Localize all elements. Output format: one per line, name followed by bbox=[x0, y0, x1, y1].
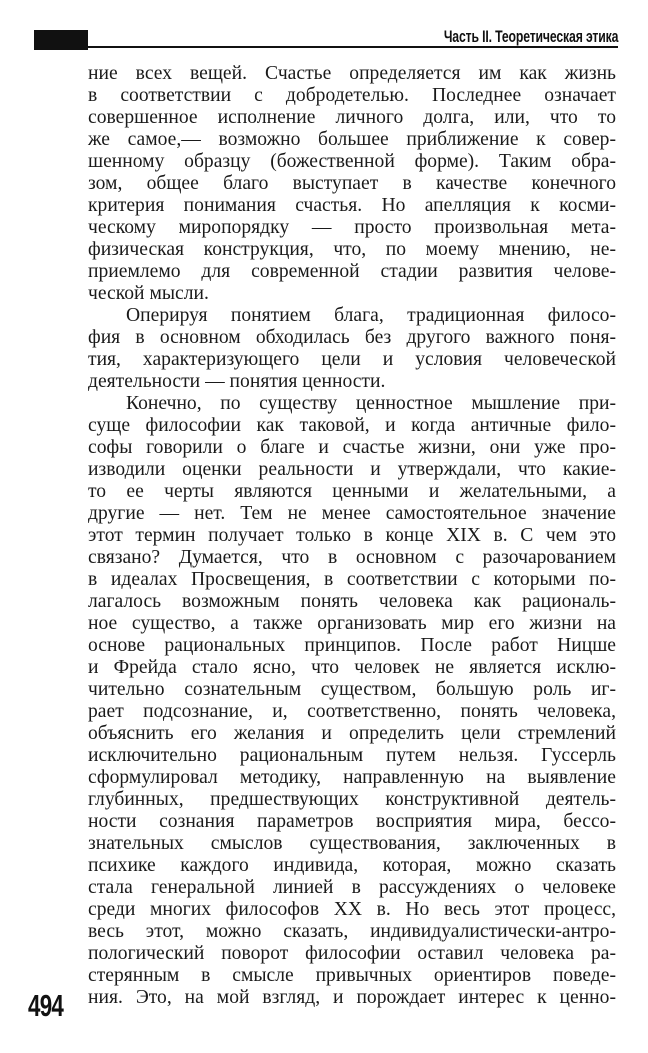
paragraph bbox=[88, 63, 616, 305]
text-line: знательных смыслов существования, заключенных в bbox=[88, 833, 616, 854]
text-line: суще философии как таковой, и когда античные фило- bbox=[88, 415, 616, 436]
text-line: психике каждого индивида, которая, можно сказать bbox=[88, 855, 616, 876]
text-line: приемлемо для современной стадии развития челове- bbox=[88, 261, 616, 282]
text-line: ческой мысли. bbox=[88, 283, 209, 304]
header-rule bbox=[34, 46, 618, 48]
text-line: шенному образцу (божественной форме). Таким обра- bbox=[88, 151, 616, 172]
body-text bbox=[88, 63, 616, 1009]
text-line: и Фрейда стало ясно, что человек не является исклю- bbox=[88, 657, 616, 678]
text-line: этот термин получает только в конце XIX в. С чем это bbox=[88, 525, 616, 546]
text-line: изводили оценки реальности и утверждали, что какие- bbox=[88, 459, 616, 480]
text-line: связано? Думается, что в основном с разочарованием bbox=[88, 547, 616, 568]
text-line: ное существо, а также организовать мир его жизни на bbox=[88, 613, 616, 634]
text-line: Конечно, по существу ценностное мышление при- bbox=[126, 393, 616, 414]
text-line: физическая конструкция, что, по моему мнению, не- bbox=[88, 239, 616, 260]
paragraph bbox=[88, 393, 616, 1009]
paragraph bbox=[88, 305, 616, 393]
text-line: ческому миропорядку — просто произвольная мета- bbox=[88, 217, 616, 238]
text-line: ности сознания параметров восприятия мира, бессо- bbox=[88, 811, 616, 832]
text-line: тия, характеризующего цели и условия человеческой bbox=[88, 349, 616, 370]
text-line: фия в основном обходилась без другого важного поня- bbox=[88, 327, 616, 348]
text-line: рает подсознание, и, соответственно, понять человека, bbox=[88, 701, 616, 722]
text-line: объяснить его желания и определить цели стремлений bbox=[88, 723, 616, 744]
text-line: сформулировал методику, направленную на выявление bbox=[88, 767, 616, 788]
text-line: основе рациональных принципов. После работ Ницше bbox=[88, 635, 616, 656]
text-line: среди многих философов XX в. Но весь этот процесс, bbox=[88, 899, 616, 920]
text-line: другие — нет. Тем не менее самостоятельное значение bbox=[88, 503, 616, 524]
header-title: Часть II. Теоретическая этика bbox=[443, 27, 618, 46]
text-line: же самое,— возможно большее приближение к совер- bbox=[88, 129, 616, 150]
text-line: ние всех вещей. Счастье определяется им как жизнь bbox=[88, 63, 616, 84]
text-line: лагалось возможным понять человека как рациональ- bbox=[88, 591, 616, 612]
text-line: в идеалах Просвещения, в соответствии с которыми по- bbox=[88, 569, 616, 590]
text-line: софы говорили о благе и счастье жизни, они уже про- bbox=[88, 437, 616, 458]
text-line: в соответствии с добродетелью. Последнее означает bbox=[88, 85, 616, 106]
text-line: стала генеральной линией в рассуждениях о человеке bbox=[88, 877, 616, 898]
text-line: совершенное исполнение личного долга, или, что то bbox=[88, 107, 616, 128]
text-line: чительно сознательным существом, большую роль иг- bbox=[88, 679, 616, 700]
text-line: исключительно рациональным путем нельзя. Гуссерль bbox=[88, 745, 616, 766]
text-line: критерия понимания счастья. Но апелляция к косми- bbox=[88, 195, 616, 216]
text-line: глубинных, предшествующих конструктивной деятель- bbox=[88, 789, 616, 810]
text-line: стерянным в смысле привычных ориентиров поведе- bbox=[88, 965, 616, 986]
text-line: деятельности — понятия ценности. bbox=[88, 371, 386, 392]
text-line: пологический поворот философии оставил человека ра- bbox=[88, 943, 616, 964]
text-line: то ее черты являются ценными и желательными, а bbox=[88, 481, 616, 502]
text-line: ния. Это, на мой взгляд, и порождает интерес к ценно- bbox=[88, 987, 616, 1008]
page-number: 494 bbox=[28, 988, 64, 1023]
text-line: зом, общее благо выступает в качестве конечного bbox=[88, 173, 616, 194]
text-line: весь этот, можно сказать, индивидуалистически-антро- bbox=[88, 921, 616, 942]
text-line: Оперируя понятием блага, традиционная филосо- bbox=[126, 305, 616, 326]
